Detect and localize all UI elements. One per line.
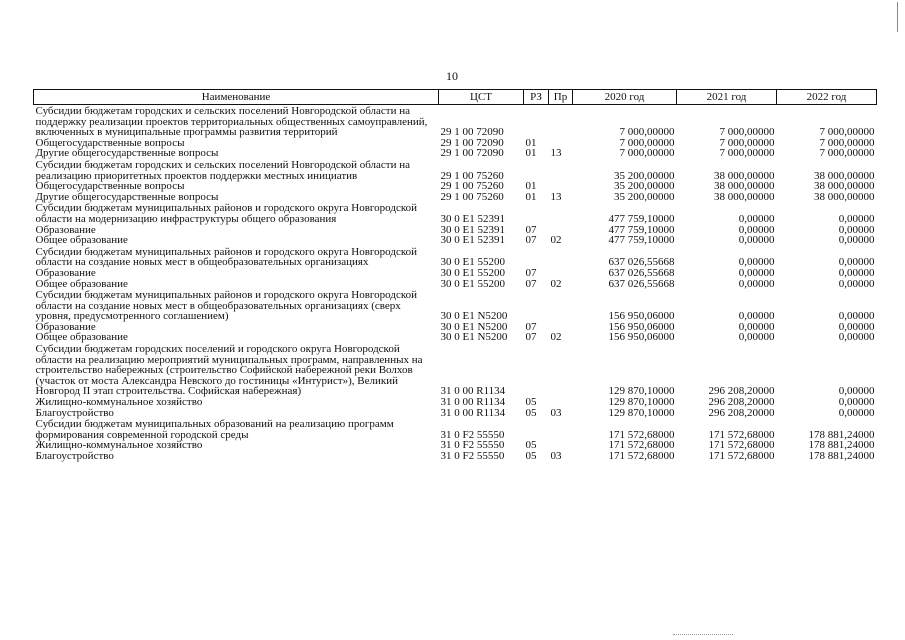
cell-name: Благоустройство [35,406,114,419]
cell-rz: 05 [525,406,537,419]
cell-pr: 02 [550,331,562,344]
cell-y2021: 0,00000 [738,277,775,290]
cell-code: 29 1 00 72090 [440,147,504,160]
cell-y2022: 0,00000 [838,320,875,333]
cell-y2020: 156 950,06000 [608,320,675,333]
cell-rz: 07 [525,223,537,236]
table-row [34,268,877,279]
cell-rz: 01 [525,136,537,149]
cell-y2020: 35 200,00000 [614,169,675,182]
table-row [34,332,877,343]
table-row [34,279,877,290]
cell-code: 30 0 E1 52391 [440,212,505,225]
cell-name: Общее образование [35,277,128,290]
cell-code: 29 1 00 75260 [440,190,504,203]
cell-name: Образование [35,223,96,236]
cell-y2022: 0,00000 [838,256,875,269]
cell-pr [549,246,573,268]
cell-y2022: 0,00000 [838,266,875,279]
cell-code: 30 0 E1 55200 [440,277,505,290]
cell-y2020: 477 759,10000 [608,223,675,236]
table-row [34,148,877,159]
cell-y2022: 0,00000 [838,406,875,419]
cell-pr: 13 [550,147,562,160]
cell-code: 29 1 00 72090 [440,126,504,139]
cell-y2020: 637 026,55668 [608,256,675,269]
cell-y2022: 0,00000 [838,385,875,398]
cell-name: Общегосударственные вопросы [35,180,185,193]
cell-code: 29 1 00 75260 [440,180,504,193]
cell-y2021: 0,00000 [738,223,775,236]
cell-pr [549,289,573,322]
cell-rz [524,343,549,397]
cell-y2020: 637 026,55668 [608,266,675,279]
cell-code: 31 0 F2 55550 [440,439,505,452]
cell-y2022: 178 881,24000 [808,439,875,452]
cell-y2021: 0,00000 [738,310,775,323]
cell-name: Другие общегосударственные вопросы [35,190,219,203]
cell-code: 30 0 E1 55200 [440,266,505,279]
cell-rz: 07 [525,331,537,344]
cell-y2022: 38 000,00000 [814,180,875,193]
cell-rz: 05 [525,396,537,409]
cell-rz: 05 [525,450,537,462]
page-edge-mark [897,2,902,32]
table-row [34,246,877,268]
cell-code: 29 1 00 72090 [440,136,504,149]
cell-y2020: 7 000,00000 [619,126,675,139]
cell-name: Жилищно-коммунальное хозяйство [35,396,203,409]
cell-code: 31 0 00 R1134 [440,406,506,419]
cell-code: 31 0 F2 55550 [440,428,505,441]
cell-rz: 07 [525,266,537,279]
cell-y2021: 7 000,00000 [719,147,775,160]
header-2021: 2021 год [677,90,777,105]
cell-pr: 13 [550,190,562,203]
header-name: Наименование [34,90,439,105]
cell-name: Общее образование [35,331,128,344]
cell-y2022: 0,00000 [838,277,875,290]
cell-name: Образование [35,320,96,333]
cell-y2021: 296 208,20000 [708,385,775,398]
cell-code: 30 0 E1 N5200 [440,320,508,333]
table-row [34,202,877,224]
cell-y2020: 171 572,68000 [608,439,675,452]
cell-y2021: 0,00000 [738,212,775,225]
cell-y2021: 171 572,68000 [708,439,775,452]
cell-y2021: 7 000,00000 [719,126,775,139]
table-row [34,451,877,462]
cell-rz: 01 [525,147,537,160]
cell-y2022: 0,00000 [838,223,875,236]
cell-y2020: 129 870,10000 [608,385,675,398]
cell-y2022: 0,00000 [838,234,875,247]
cell-rz: 07 [525,234,537,247]
cell-y2021: 0,00000 [738,256,775,269]
cell-y2022: 0,00000 [838,331,875,344]
cell-y2020: 171 572,68000 [608,428,675,441]
cell-code: 29 1 00 75260 [440,169,504,182]
cell-name: Субсидии бюджетам городских и сельских поселений Новгородской области на поддержку реализации проектов территориальных общественных самоуправлений, включенных в муниципальные программы развития территорий [35,105,428,139]
cell-y2020: 129 870,10000 [608,396,675,409]
cell-name: Жилищно-коммунальное хозяйство [35,439,203,452]
cell-y2020: 156 950,06000 [608,331,675,344]
cell-code: 30 0 E1 52391 [440,223,505,236]
cell-rz: 01 [525,180,537,193]
cell-y2021: 296 208,20000 [708,396,775,409]
header-rz: РЗ [524,90,549,105]
cell-y2021: 0,00000 [738,234,775,247]
cell-y2022: 38 000,00000 [814,190,875,203]
cell-pr [549,202,573,224]
cell-rz: 07 [525,320,537,333]
cell-y2022: 7 000,00000 [819,147,875,160]
cell-y2020: 477 759,10000 [608,212,675,225]
cell-y2021: 7 000,00000 [719,136,775,149]
budget-table [33,89,877,462]
cell-y2021: 296 208,20000 [708,406,775,419]
cell-name: Субсидии бюджетам муниципальных районов и городского округа Новгородской области на создание новых мест в общеобразовательных организациях [35,245,417,269]
cell-rz [524,289,549,322]
scan-artifact [673,634,733,638]
table-row [34,289,877,322]
page-number: 10 [446,69,458,83]
cell-y2021: 38 000,00000 [714,190,775,203]
cell-y2022: 178 881,24000 [808,428,875,441]
cell-pr: 03 [550,450,562,462]
cell-code: 31 0 F2 55550 [440,450,505,462]
cell-y2021: 0,00000 [738,266,775,279]
cell-name: Другие общегосударственные вопросы [35,147,219,160]
cell-pr [549,343,573,397]
cell-rz: 07 [525,277,537,290]
cell-y2020: 171 572,68000 [608,450,675,462]
cell-code: 31 0 00 R1134 [440,396,506,409]
cell-y2022: 0,00000 [838,396,875,409]
cell-code: 30 0 E1 55200 [440,256,505,269]
cell-y2020: 156 950,06000 [608,310,675,323]
cell-y2021: 38 000,00000 [714,180,775,193]
cell-code: 30 0 E1 N5200 [440,331,508,344]
table-row [34,408,877,419]
cell-y2020: 35 200,00000 [614,190,675,203]
cell-y2021: 38 000,00000 [714,169,775,182]
header-code: ЦСТ [439,90,524,105]
cell-pr [549,418,573,440]
cell-y2020: 637 026,55668 [608,277,675,290]
cell-code: 30 0 E1 N5200 [440,310,508,323]
cell-name: Субсидии бюджетам муниципальных районов и городского округа Новгородской области на создание новых мест в общеобразовательных организациях (сверх уровня, предусмотренного соглашением) [35,289,417,323]
cell-y2021: 171 572,68000 [708,428,775,441]
cell-name: Субсидии бюджетам муниципальных районов и городского округа Новгородской области на модернизацию инфраструктуры общего образования [35,202,417,225]
cell-rz [524,246,549,268]
cell-name: Субсидии бюджетам муниципальных образований на реализацию программ формирования современной городской среды [35,418,394,441]
cell-rz [524,105,549,138]
cell-y2022: 7 000,00000 [819,136,875,149]
table-row [34,159,877,181]
header-2022: 2022 год [777,90,877,105]
cell-code: 30 0 E1 52391 [440,234,505,247]
header-pr: Пр [549,90,573,105]
cell-y2020: 129 870,10000 [608,406,675,419]
header-2020: 2020 год [573,90,677,105]
cell-y2022: 178 881,24000 [808,450,875,462]
cell-name: Общегосударственные вопросы [35,136,185,149]
cell-pr [549,159,573,181]
cell-y2022: 38 000,00000 [814,169,875,182]
cell-name: Субсидии бюджетам городских и сельских поселений Новгородской области на реализацию приоритетных проектов поддержки местных инициатив [35,158,411,182]
table-row [34,235,877,246]
cell-pr: 03 [550,406,562,419]
cell-y2022: 7 000,00000 [819,126,875,139]
cell-y2022: 0,00000 [838,310,875,323]
cell-y2022: 0,00000 [838,212,875,225]
cell-y2020: 7 000,00000 [619,147,675,160]
cell-pr: 02 [550,277,562,290]
cell-rz [524,418,549,440]
table-row [34,343,877,397]
cell-rz [524,159,549,181]
cell-y2020: 35 200,00000 [614,180,675,193]
cell-y2021: 0,00000 [738,331,775,344]
cell-name: Субсидии бюджетам городских поселений и городского округа Новгородской области на реализацию мероприятий муниципальных программ, направленных на строительство набережных (строительство Софийской набережной реки Волхов (участок от моста Александра Невского до гостиницы «Интурист»), Великий Новгород II этап строительства. Софийская набережная) [35,343,423,398]
cell-name: Образование [35,266,96,279]
cell-rz: 01 [525,190,537,203]
cell-pr: 02 [550,234,562,247]
cell-rz: 05 [525,439,537,452]
cell-rz [524,202,549,224]
table-row [34,105,877,138]
cell-name: Общее образование [35,234,128,247]
cell-y2021: 0,00000 [738,320,775,333]
cell-name: Благоустройство [35,450,114,462]
table-header-row [34,90,877,105]
cell-y2021: 171 572,68000 [708,450,775,462]
table-row [34,418,877,440]
cell-y2020: 477 759,10000 [608,234,675,247]
cell-code: 31 0 00 R1134 [440,385,506,398]
cell-y2020: 7 000,00000 [619,136,675,149]
cell-pr [549,268,573,279]
cell-pr [549,105,573,138]
table-row [34,192,877,203]
